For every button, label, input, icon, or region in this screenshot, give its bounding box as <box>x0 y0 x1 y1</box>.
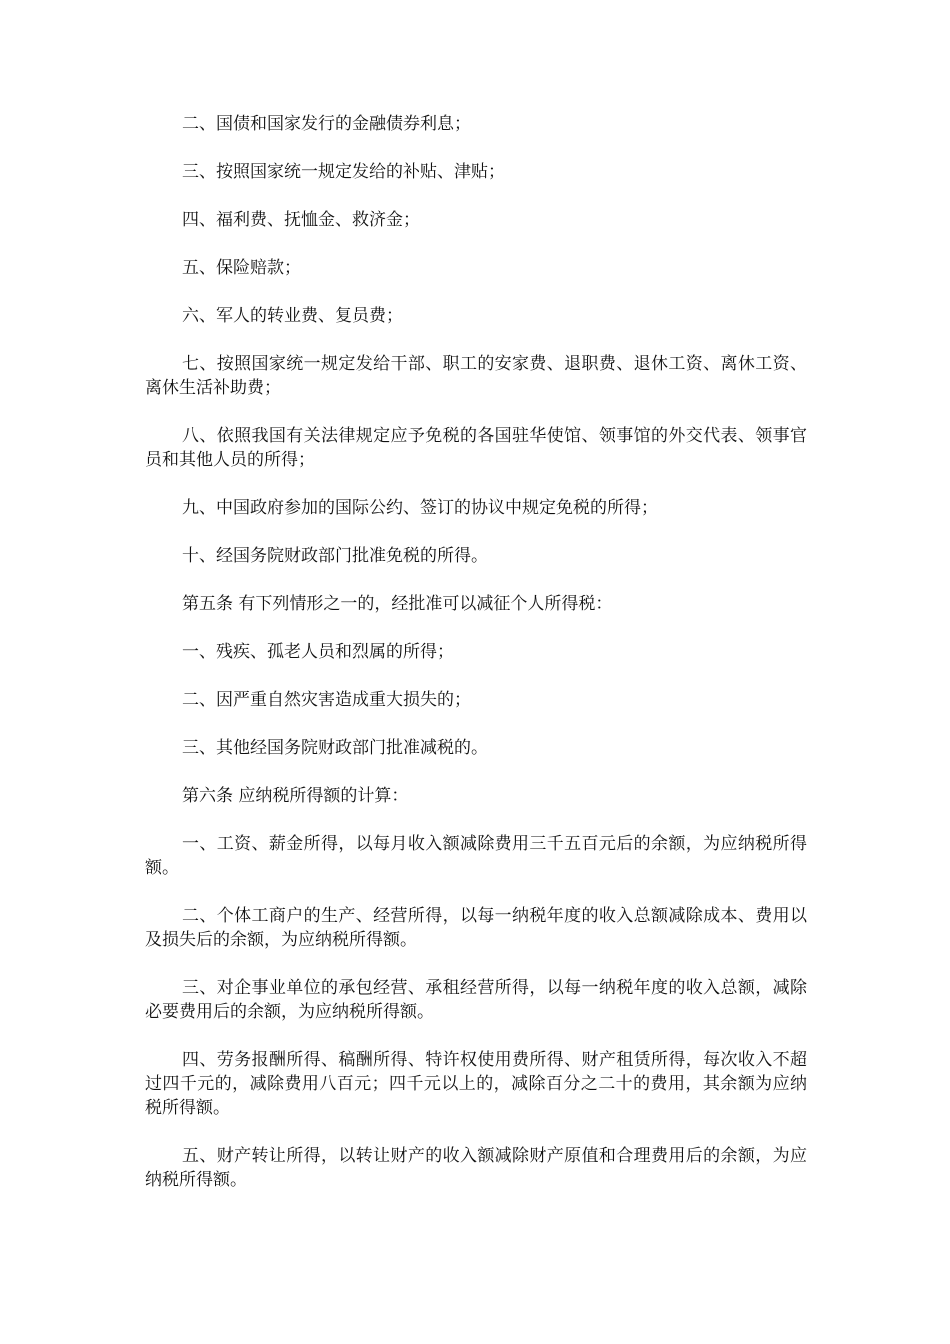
paragraph-item-6-military: 六、军人的转业费、复员费； <box>182 306 403 326</box>
paragraph-calc-1-wages: 一、工资、薪金所得，以每月收入额减除费用三千五百元后的余额，为应纳税所得额。 <box>145 834 807 878</box>
paragraph-calc-3-contract: 三、对企事业单位的承包经营、承租经营所得，以每一纳税年度的收入总额，减除必要费用后的余额，为应纳税所得额。 <box>145 978 807 1022</box>
article-5-heading: 第五条 有下列情形之一的，经批准可以减征个人所得税： <box>182 594 613 614</box>
paragraph-item-3-subsidies: 三、按照国家统一规定发给的补贴、津贴； <box>182 162 505 182</box>
paragraph-item-5-insurance: 五、保险赔款； <box>182 258 301 278</box>
paragraph-calc-4-remuneration: 四、劳务报酬所得、稿酬所得、特许权使用费所得、财产租赁所得，每次收入不超过四千元的，减除费用八百元；四千元以上的，减除百分之二十的费用，其余额为应纳税所得额。 <box>145 1050 807 1118</box>
paragraph-item-10-approved-exempt: 十、经国务院财政部门批准免税的所得。 <box>182 546 488 566</box>
document-body <box>145 112 807 1216</box>
paragraph-reduction-2: 二、因严重自然灾害造成重大损失的； <box>182 690 471 710</box>
paragraph-reduction-3: 三、其他经国务院财政部门批准减税的。 <box>182 738 488 758</box>
paragraph-item-9-treaties: 九、中国政府参加的国际公约、签订的协议中规定免税的所得； <box>182 498 658 518</box>
paragraph-calc-2-business: 二、个体工商户的生产、经营所得，以每一纳税年度的收入总额减除成本、费用以及损失后的余额，为应纳税所得额。 <box>145 906 807 950</box>
paragraph-reduction-1: 一、残疾、孤老人员和烈属的所得； <box>182 642 454 662</box>
paragraph-item-2-interest: 二、国债和国家发行的金融债券利息； <box>182 114 471 134</box>
paragraph-item-8-diplomatic: 八、依照我国有关法律规定应予免税的各国驻华使馆、领事馆的外交代表、领事官员和其他人员的所得； <box>145 426 807 470</box>
paragraph-item-4-welfare: 四、福利费、抚恤金、救济金； <box>182 210 420 230</box>
paragraph-calc-5-property-transfer: 五、财产转让所得，以转让财产的收入额减除财产原值和合理费用后的余额，为应纳税所得额。 <box>145 1146 807 1190</box>
paragraph-item-7-retirement: 七、按照国家统一规定发给干部、职工的安家费、退职费、退休工资、离休工资、离休生活补助费； <box>145 354 807 398</box>
article-6-heading: 第六条 应纳税所得额的计算： <box>182 786 409 806</box>
